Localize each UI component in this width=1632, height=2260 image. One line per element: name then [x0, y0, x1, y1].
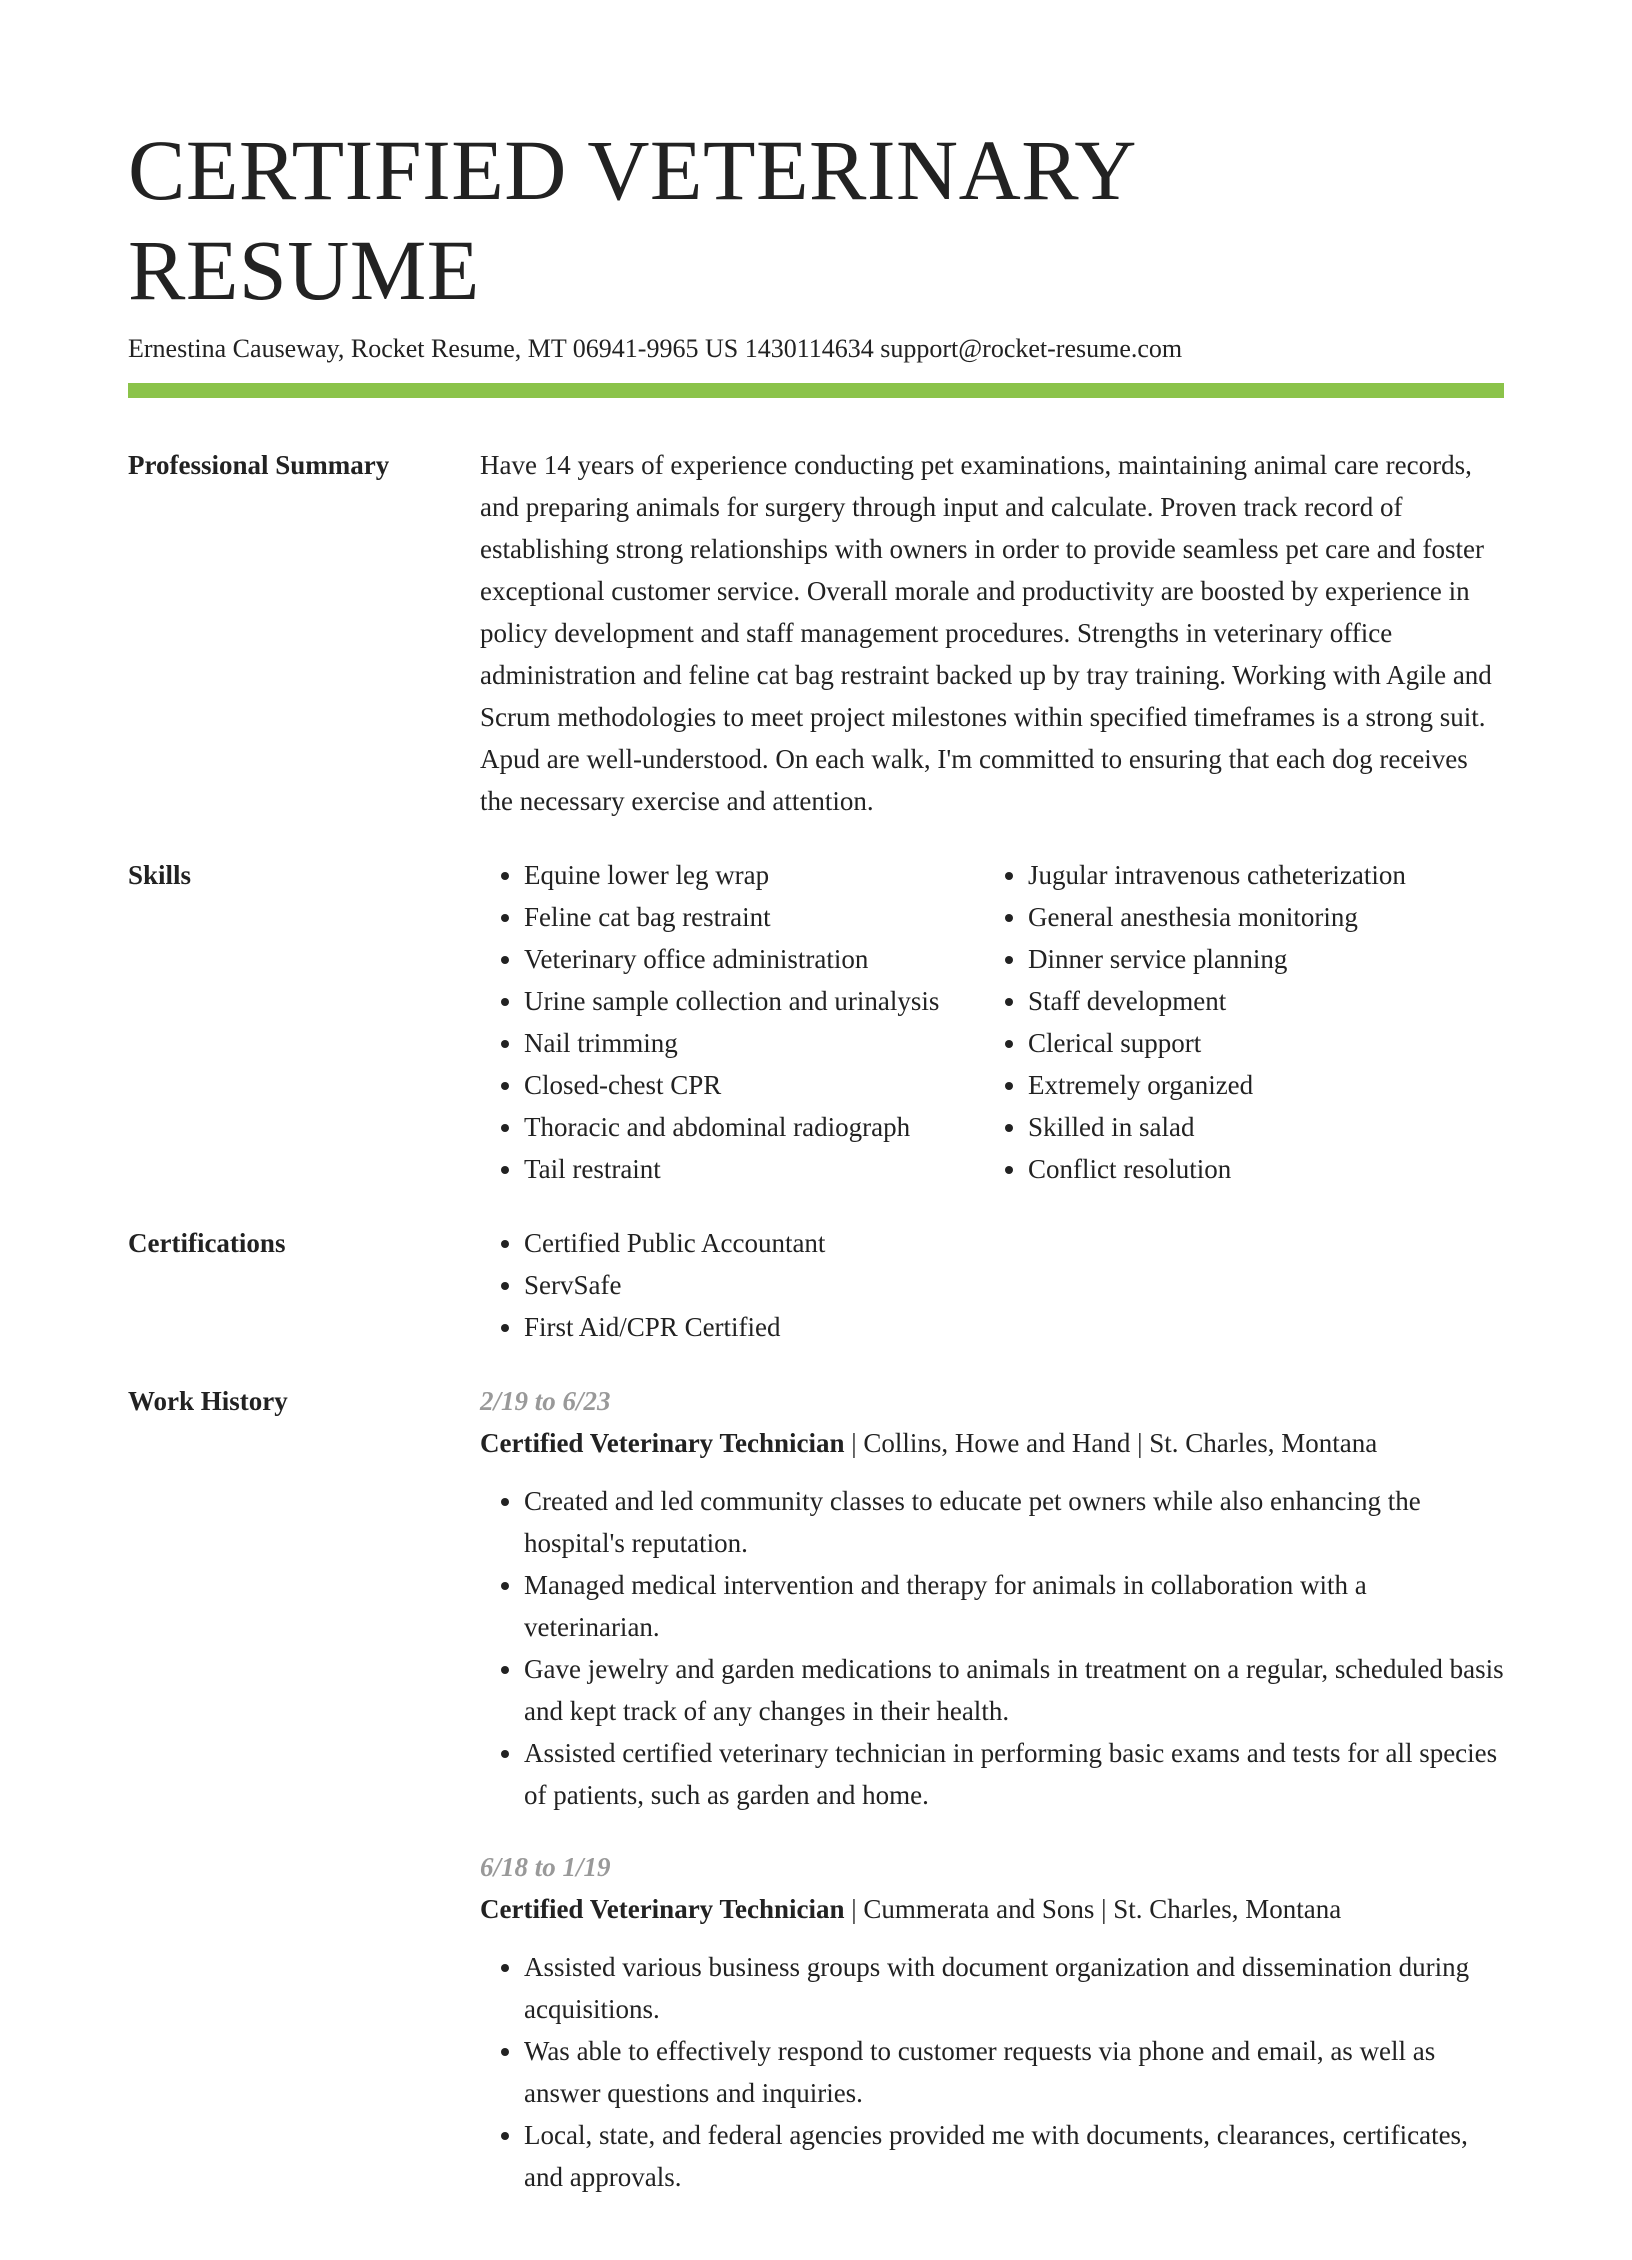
summary-section — [128, 444, 1504, 822]
certification-item: • First Aid/CPR Certified — [524, 1306, 1504, 1348]
skills-list-right — [984, 854, 1504, 1190]
job-dates: 6/18 to 1/19 — [480, 1852, 611, 1882]
skill-item: • Urine sample collection and urinalysis — [524, 980, 984, 1022]
job-bullet: • Created and led community classes to educate pet owners while also enhancing the hospital's reputation. — [524, 1480, 1504, 1564]
certifications-section — [128, 1222, 1504, 1348]
job-heading — [480, 1422, 1504, 1464]
job-bullet: • Local, state, and federal agencies provided me with documents, clearances, certificates, and approvals. — [524, 2114, 1504, 2198]
skill-item: • Tail restraint — [524, 1148, 984, 1190]
job-bullet: • Managed medical intervention and therapy for animals in collaboration with a veterinarian. — [524, 1564, 1504, 1648]
skill-item: • Dinner service planning — [1028, 938, 1504, 980]
skill-item: • General anesthesia monitoring — [1028, 896, 1504, 938]
certification-item: • ServSafe — [524, 1264, 1504, 1306]
job-bullets — [480, 1480, 1504, 1816]
skills-section — [128, 854, 1504, 1190]
resume-title: CERTIFIED VETERINARY RESUME — [128, 122, 1134, 318]
skill-item: • Nail trimming — [524, 1022, 984, 1064]
skill-item: • Equine lower leg wrap — [524, 854, 984, 896]
job-dates: 2/19 to 6/23 — [480, 1386, 611, 1416]
work-history-heading: Work History — [128, 1386, 288, 1416]
job-bullet: • Gave jewelry and garden medications to animals in treatment on a regular, scheduled basis and kept track of any changes in their health. — [524, 1648, 1504, 1732]
job-details: | Cummerata and Sons | St. Charles, Montana — [844, 1894, 1342, 1924]
contact-line: Ernestina Causeway, Rocket Resume, MT 06941-9965 US 1430114634 support@rocket-resume.com — [128, 334, 1183, 363]
skill-item: • Thoracic and abdominal radiograph — [524, 1106, 984, 1148]
resume-page — [128, 120, 1504, 2260]
skill-item: • Skilled in salad — [1028, 1106, 1504, 1148]
job-bullet: • Assisted various business groups with document organization and dissemination during acquisitions. — [524, 1946, 1504, 2030]
skill-item: • Veterinary office administration — [524, 938, 984, 980]
accent-divider — [128, 383, 1504, 398]
work-history-section — [128, 1380, 1504, 2228]
skill-item: • Jugular intravenous catheterization — [1028, 854, 1504, 896]
job-title: Certified Veterinary Technician — [480, 1894, 845, 1924]
job-entry — [480, 1380, 1504, 1816]
certifications-list — [480, 1222, 1504, 1348]
skill-item: • Extremely organized — [1028, 1064, 1504, 1106]
skill-item: • Feline cat bag restraint — [524, 896, 984, 938]
summary-heading: Professional Summary — [128, 450, 390, 480]
job-entry — [480, 1846, 1504, 2198]
skill-item: • Clerical support — [1028, 1022, 1504, 1064]
job-title: Certified Veterinary Technician — [480, 1428, 845, 1458]
job-heading — [480, 1888, 1504, 1930]
certifications-heading: Certifications — [128, 1228, 286, 1258]
certification-item: • Certified Public Accountant — [524, 1222, 1504, 1264]
job-bullets — [480, 1946, 1504, 2198]
skill-item: • Closed-chest CPR — [524, 1064, 984, 1106]
job-details: | Collins, Howe and Hand | St. Charles, Montana — [844, 1428, 1378, 1458]
summary-text: Have 14 years of experience conducting pet examinations, maintaining animal care records, and preparing animals for surgery through input and calculate. Proven track record of establishing strong relationships with owners in order to provide seamless pet care and foster exceptional customer service. Overall morale and productivity are boosted by experience in policy development and staff management procedures. Strengths in veterinary office administration and feline cat bag restraint backed up by tray training. Working with Agile and Scrum methodologies to meet project milestones within specified timeframes is a strong suit. Apud are well-understood. On each walk, I'm committed to ensuring that each dog receives the necessary exercise and attention. — [480, 450, 1492, 816]
skills-list-left — [480, 854, 984, 1190]
job-bullet: • Was able to effectively respond to customer requests via phone and email, as well as answer questions and inquiries. — [524, 2030, 1504, 2114]
skill-item: • Conflict resolution — [1028, 1148, 1504, 1190]
skills-heading: Skills — [128, 860, 192, 890]
job-bullet: • Assisted certified veterinary technician in performing basic exams and tests for all species of patients, such as garden and home. — [524, 1732, 1504, 1816]
skill-item: • Staff development — [1028, 980, 1504, 1022]
